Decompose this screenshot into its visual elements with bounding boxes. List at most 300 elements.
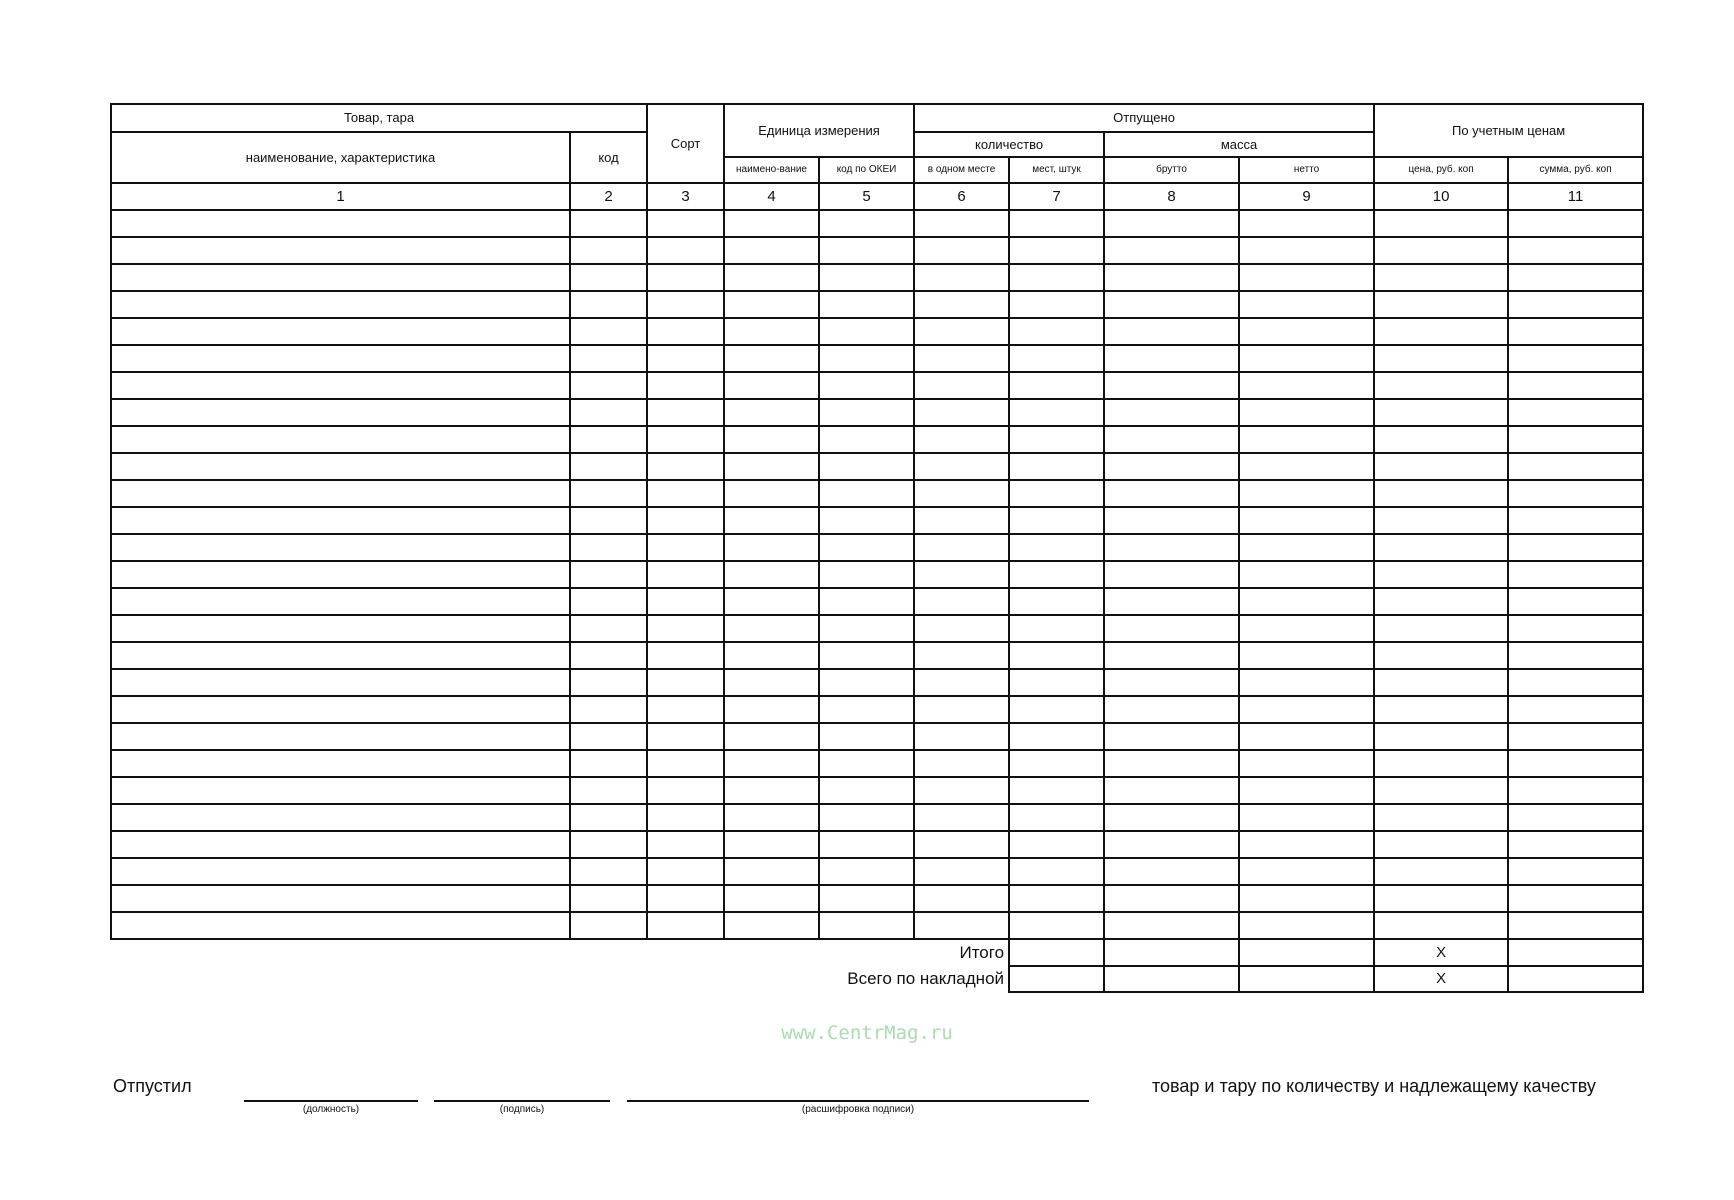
table-cell[interactable] — [570, 534, 647, 561]
table-cell[interactable] — [570, 885, 647, 912]
table-cell[interactable] — [647, 804, 724, 831]
table-cell[interactable] — [1508, 615, 1643, 642]
table-cell[interactable] — [111, 264, 570, 291]
table-cell[interactable] — [1374, 399, 1508, 426]
table-cell[interactable] — [647, 696, 724, 723]
table-cell[interactable] — [724, 507, 819, 534]
table-cell[interactable] — [1374, 723, 1508, 750]
table-cell[interactable] — [1104, 750, 1239, 777]
table-cell[interactable] — [647, 507, 724, 534]
table-cell[interactable] — [1104, 912, 1239, 939]
table-cell[interactable] — [819, 885, 914, 912]
table-cell[interactable] — [647, 750, 724, 777]
table-cell[interactable] — [570, 858, 647, 885]
table-cell[interactable] — [1104, 534, 1239, 561]
table-cell[interactable] — [1009, 237, 1104, 264]
table-cell[interactable] — [647, 777, 724, 804]
table-cell[interactable] — [1508, 588, 1643, 615]
table-cell[interactable] — [1508, 885, 1643, 912]
table-cell[interactable] — [1374, 453, 1508, 480]
table-cell[interactable] — [914, 615, 1009, 642]
total-gross-cell[interactable] — [1104, 939, 1239, 966]
table-cell[interactable] — [1009, 885, 1104, 912]
table-cell[interactable] — [1374, 291, 1508, 318]
table-cell[interactable] — [914, 237, 1009, 264]
table-cell[interactable] — [1104, 588, 1239, 615]
table-cell[interactable] — [1374, 534, 1508, 561]
table-cell[interactable] — [1009, 399, 1104, 426]
table-cell[interactable] — [570, 264, 647, 291]
table-cell[interactable] — [914, 534, 1009, 561]
table-cell[interactable] — [1009, 264, 1104, 291]
table-cell[interactable] — [819, 372, 914, 399]
table-cell[interactable] — [724, 480, 819, 507]
table-cell[interactable] — [1239, 426, 1374, 453]
table-cell[interactable] — [1009, 831, 1104, 858]
table-cell[interactable] — [111, 318, 570, 345]
table-cell[interactable] — [1009, 777, 1104, 804]
total-sum-cell[interactable] — [1508, 939, 1643, 966]
table-cell[interactable] — [819, 453, 914, 480]
table-cell[interactable] — [1374, 858, 1508, 885]
table-cell[interactable] — [1239, 480, 1374, 507]
table-cell[interactable] — [1239, 237, 1374, 264]
table-cell[interactable] — [570, 669, 647, 696]
table-cell[interactable] — [1104, 507, 1239, 534]
table-cell[interactable] — [647, 399, 724, 426]
table-cell[interactable] — [819, 723, 914, 750]
table-cell[interactable] — [570, 453, 647, 480]
table-cell[interactable] — [914, 912, 1009, 939]
table-cell[interactable] — [724, 723, 819, 750]
table-cell[interactable] — [724, 750, 819, 777]
table-cell[interactable] — [724, 291, 819, 318]
table-cell[interactable] — [1009, 291, 1104, 318]
table-cell[interactable] — [1009, 210, 1104, 237]
table-cell[interactable] — [1104, 696, 1239, 723]
table-cell[interactable] — [570, 399, 647, 426]
table-cell[interactable] — [1239, 669, 1374, 696]
table-cell[interactable] — [647, 912, 724, 939]
table-cell[interactable] — [1009, 426, 1104, 453]
table-cell[interactable] — [724, 858, 819, 885]
total-places-cell[interactable] — [1009, 939, 1104, 966]
table-cell[interactable] — [1104, 372, 1239, 399]
table-cell[interactable] — [724, 399, 819, 426]
table-cell[interactable] — [1374, 804, 1508, 831]
table-cell[interactable] — [1104, 831, 1239, 858]
table-cell[interactable] — [111, 426, 570, 453]
table-cell[interactable] — [1508, 453, 1643, 480]
table-cell[interactable] — [914, 453, 1009, 480]
table-cell[interactable] — [1374, 507, 1508, 534]
table-cell[interactable] — [1104, 453, 1239, 480]
table-cell[interactable] — [724, 561, 819, 588]
table-cell[interactable] — [1508, 237, 1643, 264]
table-cell[interactable] — [570, 210, 647, 237]
table-cell[interactable] — [1009, 615, 1104, 642]
table-cell[interactable] — [914, 831, 1009, 858]
table-cell[interactable] — [1508, 750, 1643, 777]
table-cell[interactable] — [914, 372, 1009, 399]
table-cell[interactable] — [1374, 912, 1508, 939]
table-cell[interactable] — [819, 831, 914, 858]
table-cell[interactable] — [647, 264, 724, 291]
table-cell[interactable] — [1104, 318, 1239, 345]
table-cell[interactable] — [914, 426, 1009, 453]
table-cell[interactable] — [724, 831, 819, 858]
table-cell[interactable] — [111, 615, 570, 642]
table-cell[interactable] — [1239, 561, 1374, 588]
table-cell[interactable] — [570, 696, 647, 723]
table-cell[interactable] — [819, 399, 914, 426]
table-cell[interactable] — [819, 264, 914, 291]
table-cell[interactable] — [1104, 804, 1239, 831]
table-cell[interactable] — [724, 885, 819, 912]
table-cell[interactable] — [570, 750, 647, 777]
table-cell[interactable] — [1239, 858, 1374, 885]
table-cell[interactable] — [1239, 345, 1374, 372]
table-cell[interactable] — [819, 777, 914, 804]
table-cell[interactable] — [724, 237, 819, 264]
table-cell[interactable] — [111, 345, 570, 372]
table-cell[interactable] — [1374, 372, 1508, 399]
position-signature-line[interactable] — [244, 1100, 418, 1102]
table-cell[interactable] — [647, 588, 724, 615]
table-cell[interactable] — [1374, 615, 1508, 642]
table-cell[interactable] — [1104, 480, 1239, 507]
table-cell[interactable] — [1104, 885, 1239, 912]
table-cell[interactable] — [647, 480, 724, 507]
table-cell[interactable] — [1104, 291, 1239, 318]
table-cell[interactable] — [819, 345, 914, 372]
table-cell[interactable] — [914, 642, 1009, 669]
table-cell[interactable] — [647, 453, 724, 480]
table-cell[interactable] — [647, 642, 724, 669]
table-cell[interactable] — [1239, 831, 1374, 858]
table-cell[interactable] — [570, 615, 647, 642]
table-cell[interactable] — [111, 777, 570, 804]
grand-total-net-cell[interactable] — [1239, 966, 1374, 992]
table-cell[interactable] — [1009, 912, 1104, 939]
table-cell[interactable] — [914, 480, 1009, 507]
table-cell[interactable] — [1239, 804, 1374, 831]
table-cell[interactable] — [724, 804, 819, 831]
table-cell[interactable] — [1104, 777, 1239, 804]
table-cell[interactable] — [111, 291, 570, 318]
table-cell[interactable] — [1239, 453, 1374, 480]
table-cell[interactable] — [1508, 291, 1643, 318]
table-cell[interactable] — [570, 804, 647, 831]
table-cell[interactable] — [1104, 264, 1239, 291]
table-cell[interactable] — [1239, 399, 1374, 426]
table-cell[interactable] — [1508, 318, 1643, 345]
table-cell[interactable] — [914, 696, 1009, 723]
table-cell[interactable] — [724, 264, 819, 291]
table-cell[interactable] — [1239, 372, 1374, 399]
table-cell[interactable] — [914, 264, 1009, 291]
table-cell[interactable] — [1508, 534, 1643, 561]
table-cell[interactable] — [1374, 696, 1508, 723]
table-cell[interactable] — [1508, 210, 1643, 237]
table-cell[interactable] — [914, 210, 1009, 237]
table-cell[interactable] — [111, 588, 570, 615]
table-cell[interactable] — [1508, 561, 1643, 588]
table-cell[interactable] — [1104, 561, 1239, 588]
table-cell[interactable] — [1239, 615, 1374, 642]
table-cell[interactable] — [724, 777, 819, 804]
table-cell[interactable] — [724, 534, 819, 561]
table-cell[interactable] — [570, 480, 647, 507]
table-cell[interactable] — [1239, 210, 1374, 237]
table-cell[interactable] — [647, 426, 724, 453]
table-cell[interactable] — [570, 345, 647, 372]
table-cell[interactable] — [1239, 912, 1374, 939]
table-cell[interactable] — [570, 291, 647, 318]
table-cell[interactable] — [819, 858, 914, 885]
table-cell[interactable] — [111, 723, 570, 750]
table-cell[interactable] — [570, 318, 647, 345]
table-cell[interactable] — [647, 885, 724, 912]
table-cell[interactable] — [1239, 318, 1374, 345]
table-cell[interactable] — [1508, 777, 1643, 804]
table-cell[interactable] — [1508, 399, 1643, 426]
table-cell[interactable] — [570, 831, 647, 858]
table-cell[interactable] — [111, 696, 570, 723]
table-cell[interactable] — [1508, 912, 1643, 939]
table-cell[interactable] — [1009, 588, 1104, 615]
table-cell[interactable] — [647, 372, 724, 399]
table-cell[interactable] — [111, 858, 570, 885]
table-cell[interactable] — [914, 669, 1009, 696]
table-cell[interactable] — [1508, 642, 1643, 669]
table-cell[interactable] — [819, 642, 914, 669]
table-cell[interactable] — [1374, 561, 1508, 588]
table-cell[interactable] — [1239, 750, 1374, 777]
table-cell[interactable] — [914, 318, 1009, 345]
table-cell[interactable] — [111, 642, 570, 669]
table-cell[interactable] — [1374, 831, 1508, 858]
table-cell[interactable] — [1508, 858, 1643, 885]
table-cell[interactable] — [647, 858, 724, 885]
table-cell[interactable] — [724, 453, 819, 480]
table-cell[interactable] — [1508, 345, 1643, 372]
table-cell[interactable] — [111, 669, 570, 696]
table-cell[interactable] — [1009, 345, 1104, 372]
table-cell[interactable] — [570, 561, 647, 588]
table-cell[interactable] — [1374, 426, 1508, 453]
table-cell[interactable] — [647, 318, 724, 345]
table-cell[interactable] — [1374, 885, 1508, 912]
table-cell[interactable] — [1009, 561, 1104, 588]
table-cell[interactable] — [1104, 858, 1239, 885]
table-cell[interactable] — [1104, 615, 1239, 642]
table-cell[interactable] — [570, 723, 647, 750]
table-cell[interactable] — [914, 804, 1009, 831]
table-cell[interactable] — [647, 723, 724, 750]
table-cell[interactable] — [914, 399, 1009, 426]
table-cell[interactable] — [1104, 723, 1239, 750]
table-cell[interactable] — [1508, 831, 1643, 858]
table-cell[interactable] — [570, 642, 647, 669]
table-cell[interactable] — [819, 318, 914, 345]
table-cell[interactable] — [1508, 480, 1643, 507]
table-cell[interactable] — [647, 237, 724, 264]
table-cell[interactable] — [1374, 480, 1508, 507]
table-cell[interactable] — [570, 588, 647, 615]
table-cell[interactable] — [914, 291, 1009, 318]
table-cell[interactable] — [111, 480, 570, 507]
table-cell[interactable] — [647, 669, 724, 696]
table-cell[interactable] — [819, 804, 914, 831]
table-cell[interactable] — [111, 912, 570, 939]
table-cell[interactable] — [819, 750, 914, 777]
table-cell[interactable] — [819, 210, 914, 237]
table-cell[interactable] — [914, 750, 1009, 777]
table-cell[interactable] — [1508, 723, 1643, 750]
table-cell[interactable] — [1009, 507, 1104, 534]
table-cell[interactable] — [111, 831, 570, 858]
table-cell[interactable] — [111, 750, 570, 777]
table-cell[interactable] — [819, 696, 914, 723]
table-cell[interactable] — [1104, 669, 1239, 696]
table-cell[interactable] — [1104, 210, 1239, 237]
table-cell[interactable] — [819, 588, 914, 615]
table-cell[interactable] — [1374, 750, 1508, 777]
table-cell[interactable] — [819, 480, 914, 507]
table-cell[interactable] — [570, 777, 647, 804]
table-cell[interactable] — [1508, 696, 1643, 723]
table-cell[interactable] — [724, 372, 819, 399]
signature-decoding-line[interactable] — [627, 1100, 1089, 1102]
table-cell[interactable] — [1009, 723, 1104, 750]
table-cell[interactable] — [724, 696, 819, 723]
table-cell[interactable] — [914, 777, 1009, 804]
table-cell[interactable] — [914, 588, 1009, 615]
table-cell[interactable] — [111, 210, 570, 237]
table-cell[interactable] — [1374, 264, 1508, 291]
table-cell[interactable] — [819, 534, 914, 561]
table-cell[interactable] — [1239, 588, 1374, 615]
total-net-cell[interactable] — [1239, 939, 1374, 966]
table-cell[interactable] — [1374, 318, 1508, 345]
table-cell[interactable] — [570, 507, 647, 534]
table-cell[interactable] — [1009, 804, 1104, 831]
table-cell[interactable] — [1239, 291, 1374, 318]
table-cell[interactable] — [1009, 453, 1104, 480]
table-cell[interactable] — [914, 507, 1009, 534]
table-cell[interactable] — [1009, 696, 1104, 723]
table-cell[interactable] — [1104, 237, 1239, 264]
table-cell[interactable] — [914, 561, 1009, 588]
table-cell[interactable] — [1239, 723, 1374, 750]
table-cell[interactable] — [1009, 642, 1104, 669]
grand-total-sum-cell[interactable] — [1508, 966, 1643, 992]
table-cell[interactable] — [1508, 507, 1643, 534]
table-cell[interactable] — [724, 318, 819, 345]
table-cell[interactable] — [1374, 642, 1508, 669]
table-cell[interactable] — [914, 885, 1009, 912]
table-cell[interactable] — [570, 372, 647, 399]
table-cell[interactable] — [1374, 237, 1508, 264]
table-cell[interactable] — [111, 804, 570, 831]
table-cell[interactable] — [1374, 777, 1508, 804]
table-cell[interactable] — [1009, 372, 1104, 399]
table-cell[interactable] — [1009, 858, 1104, 885]
table-cell[interactable] — [1009, 750, 1104, 777]
table-cell[interactable] — [647, 291, 724, 318]
table-cell[interactable] — [647, 345, 724, 372]
table-cell[interactable] — [111, 237, 570, 264]
table-cell[interactable] — [647, 615, 724, 642]
table-cell[interactable] — [570, 912, 647, 939]
table-cell[interactable] — [724, 642, 819, 669]
table-cell[interactable] — [111, 507, 570, 534]
table-cell[interactable] — [1009, 480, 1104, 507]
table-cell[interactable] — [1009, 318, 1104, 345]
table-cell[interactable] — [1009, 669, 1104, 696]
table-cell[interactable] — [1104, 345, 1239, 372]
table-cell[interactable] — [1239, 777, 1374, 804]
table-cell[interactable] — [1239, 507, 1374, 534]
table-cell[interactable] — [1508, 669, 1643, 696]
table-cell[interactable] — [1104, 642, 1239, 669]
table-cell[interactable] — [724, 345, 819, 372]
table-cell[interactable] — [819, 912, 914, 939]
table-cell[interactable] — [1508, 264, 1643, 291]
table-cell[interactable] — [647, 561, 724, 588]
table-cell[interactable] — [819, 669, 914, 696]
grand-total-places-cell[interactable] — [1009, 966, 1104, 992]
table-cell[interactable] — [724, 588, 819, 615]
table-cell[interactable] — [1374, 210, 1508, 237]
table-cell[interactable] — [1508, 426, 1643, 453]
table-cell[interactable] — [724, 615, 819, 642]
table-cell[interactable] — [570, 426, 647, 453]
table-cell[interactable] — [724, 426, 819, 453]
table-cell[interactable] — [1508, 804, 1643, 831]
table-cell[interactable] — [111, 453, 570, 480]
table-cell[interactable] — [1374, 345, 1508, 372]
table-cell[interactable] — [647, 210, 724, 237]
table-cell[interactable] — [1508, 372, 1643, 399]
table-cell[interactable] — [819, 291, 914, 318]
table-cell[interactable] — [819, 507, 914, 534]
table-cell[interactable] — [1239, 885, 1374, 912]
table-cell[interactable] — [1374, 588, 1508, 615]
table-cell[interactable] — [1239, 264, 1374, 291]
table-cell[interactable] — [1009, 534, 1104, 561]
table-cell[interactable] — [111, 534, 570, 561]
table-cell[interactable] — [647, 534, 724, 561]
table-cell[interactable] — [570, 237, 647, 264]
table-cell[interactable] — [819, 237, 914, 264]
table-cell[interactable] — [111, 372, 570, 399]
grand-total-gross-cell[interactable] — [1104, 966, 1239, 992]
table-cell[interactable] — [819, 615, 914, 642]
table-cell[interactable] — [1239, 534, 1374, 561]
table-cell[interactable] — [1239, 696, 1374, 723]
table-cell[interactable] — [111, 885, 570, 912]
table-cell[interactable] — [1239, 642, 1374, 669]
table-cell[interactable] — [647, 831, 724, 858]
table-cell[interactable] — [1374, 669, 1508, 696]
table-cell[interactable] — [1104, 399, 1239, 426]
table-cell[interactable] — [1104, 426, 1239, 453]
signature-line[interactable] — [434, 1100, 610, 1102]
table-cell[interactable] — [724, 210, 819, 237]
table-cell[interactable] — [914, 723, 1009, 750]
